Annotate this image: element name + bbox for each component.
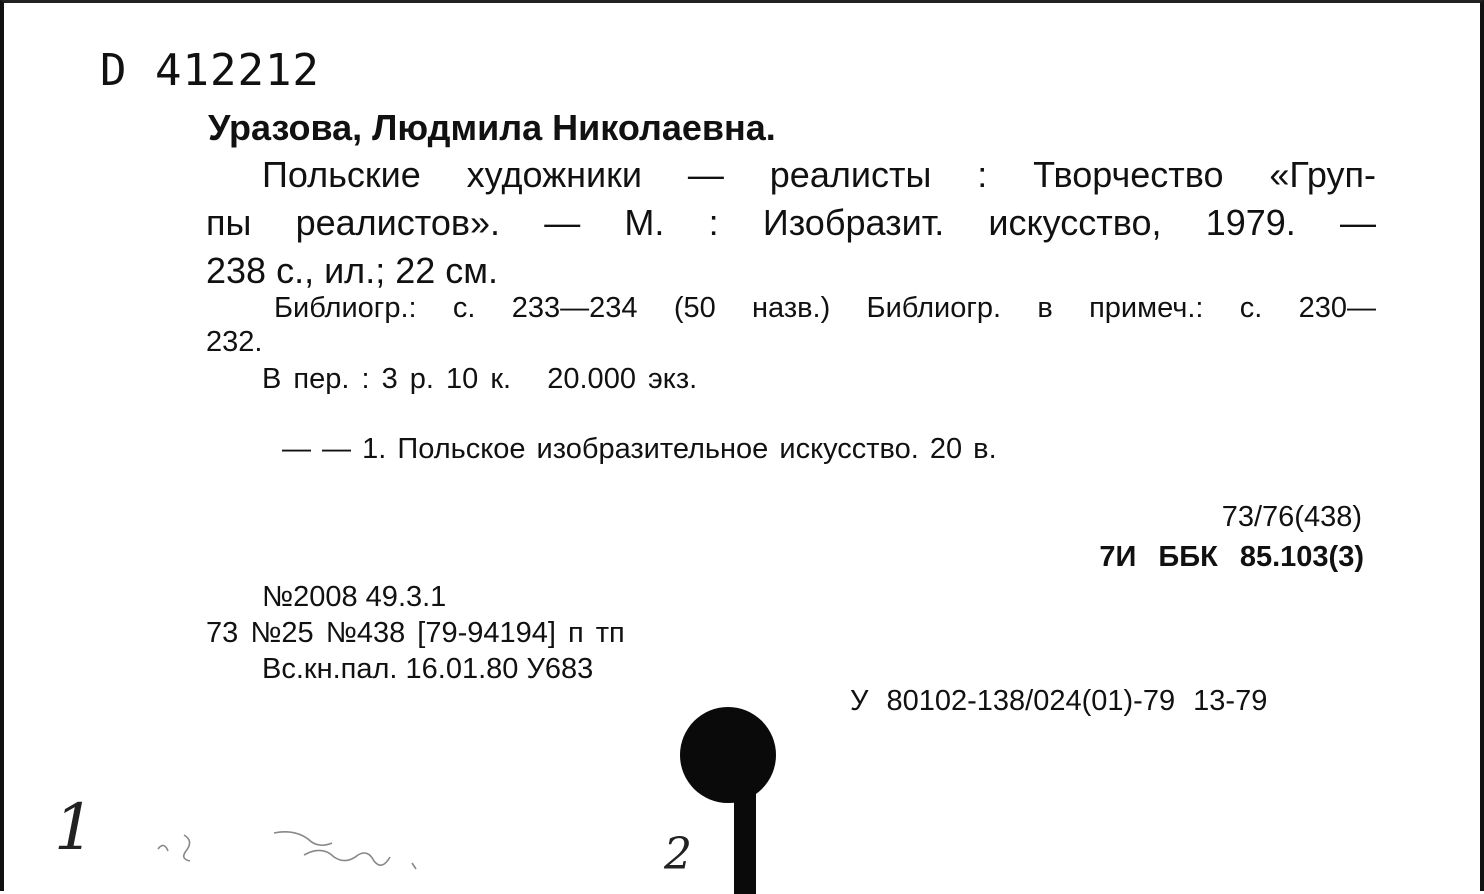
punch-hole: [680, 707, 776, 803]
handwritten-mark-1: 1: [54, 791, 95, 865]
title-line-3: 238 с., ил.; 22 см.: [206, 250, 498, 291]
subject-heading: — — 1. Польское изобразительное искусство. 20 в.: [282, 433, 997, 465]
bibliography-note: [206, 287, 1376, 363]
pencil-scribble: [154, 815, 444, 875]
bibliography-line-2: 232.: [206, 326, 263, 358]
service-line-1: №2008 49.3.1: [262, 581, 447, 613]
title-line-1: Польские художники — реалисты : Творчество «Груп-: [262, 154, 1376, 195]
bibliography-line-1: Библиогр.: с. 233—234 (50 назв.) Библиогр. в примеч.: с. 230—: [274, 292, 1376, 324]
service-line-2: 73 №25 №438 [79-94194] п тп: [206, 617, 625, 649]
title-block: [206, 151, 1376, 295]
handwritten-mark-2: 2: [664, 829, 692, 880]
bbk-index: 7И ББК 85.103(3): [1099, 541, 1364, 573]
title-line-2: пы реалистов». — М. : Изобразит. искусство, 1979. —: [206, 202, 1376, 243]
udc-index: 73/76(438): [1221, 501, 1362, 533]
inventory-number: D 412212: [100, 45, 320, 96]
publisher-code: У 80102-138/024(01)-79 13-79: [850, 685, 1268, 717]
author-heading: Уразова, Людмила Николаевна.: [208, 107, 776, 148]
service-line-3: Вс.кн.пал. 16.01.80 У683: [262, 653, 594, 685]
price-and-print-run: В пер. : 3 р. 10 к. 20.000 экз.: [262, 363, 698, 395]
